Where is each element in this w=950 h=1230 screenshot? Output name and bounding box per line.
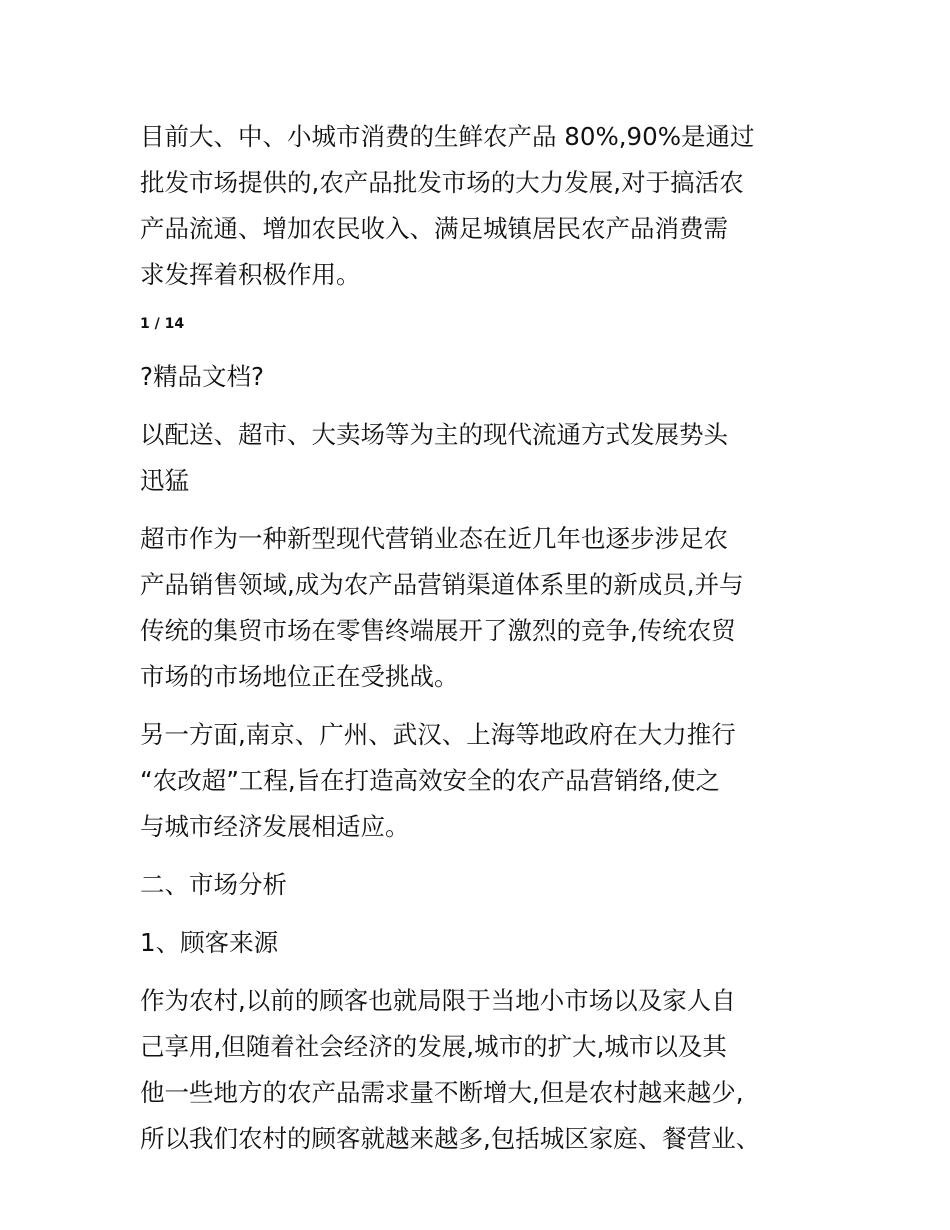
text-line: 目前大、中、小城市消费的生鲜农产品 80%,90%是通过 [140, 122, 755, 151]
text-line: 以配送、超市、大卖场等为主的现代流通方式发展势头 [140, 420, 728, 449]
text-line: 所以我们农村的顾客就越来越多,包括城区家庭、餐营业、 [140, 1124, 761, 1153]
text-line: 他一些地方的农产品需求量不断增大,但是农村越来越少, [140, 1078, 744, 1107]
intro-paragraph [140, 114, 820, 298]
text-line: 求发挥着积极作用。 [140, 260, 361, 289]
subsection-heading: 1、顾客来源 [140, 928, 279, 957]
text-line: 作为农村,以前的顾客也就局限于当地小市场以及家人自 [140, 986, 736, 1015]
text-line: 与城市经济发展相适应。 [140, 812, 410, 841]
text-line: 迅猛 [140, 466, 189, 495]
text-line: 市场的市场地位正在受挑战。 [140, 662, 459, 691]
text-line: 产品流通、增加农民收入、满足城镇居民农产品消费需 [140, 214, 728, 243]
text-line: 另一方面,南京、广州、武汉、上海等地政府在大力推行 [140, 720, 736, 749]
text-line: 超市作为一种新型现代营销业态在近几年也逐步涉足农 [140, 524, 728, 553]
text-line: “农改超”工程,旨在打造高效安全的农产品营销络,使之 [140, 766, 720, 795]
section-heading: 二、市场分析 [140, 870, 287, 899]
text-line: 批发市场提供的,农产品批发市场的大力发展,对于搞活农 [140, 168, 744, 197]
trend-paragraph [140, 412, 820, 504]
page-number: 1 / 14 [140, 316, 185, 332]
text-line: 传统的集贸市场在零售终端展开了激烈的竞争,传统农贸 [140, 616, 736, 645]
government-paragraph [140, 712, 820, 850]
document-page [140, 114, 820, 1162]
text-line: 产品销售领域,成为农产品营销渠道体系里的新成员,并与 [140, 570, 744, 599]
text-line: 己享用,但随着社会经济的发展,城市的扩大,城市以及其 [140, 1032, 727, 1061]
customer-paragraph [140, 978, 820, 1162]
watermark-header: ?精品文档? [140, 362, 265, 391]
supermarket-paragraph [140, 516, 820, 700]
